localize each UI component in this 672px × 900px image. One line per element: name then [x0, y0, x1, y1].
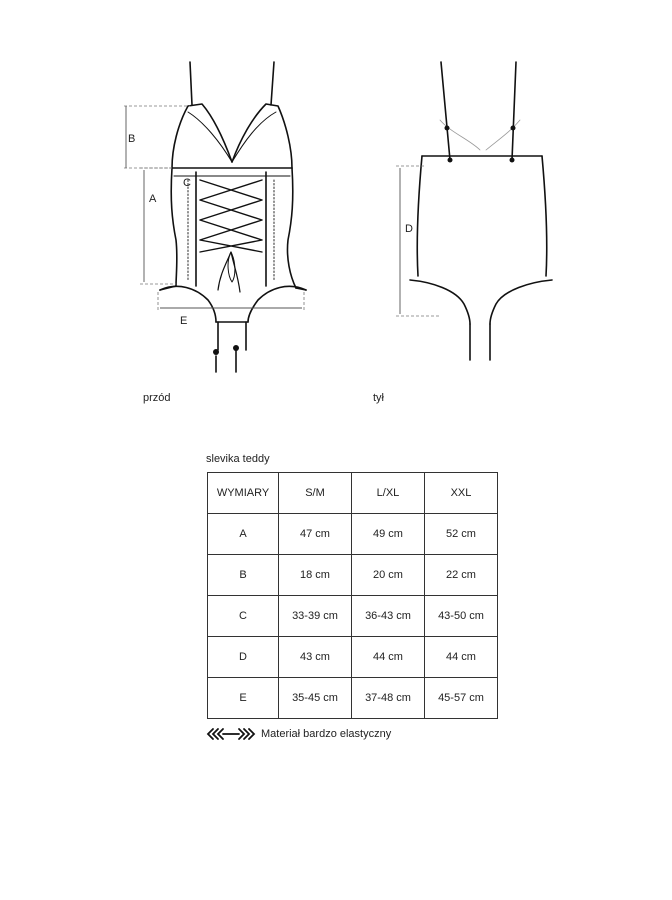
table-row: [208, 555, 498, 596]
table-title: slevika teddy: [206, 453, 270, 465]
table-cell: 44 cm: [425, 637, 498, 678]
table-cell: 49 cm: [352, 514, 425, 555]
elastic-note-text: Materiał bardzo elastyczny: [261, 728, 392, 740]
table-cell: 43-50 cm: [425, 596, 498, 637]
table-cell: 52 cm: [425, 514, 498, 555]
table-row: [208, 596, 498, 637]
table-cell: 18 cm: [279, 555, 352, 596]
header-cell: L/XL: [352, 473, 425, 514]
elastic-arrows-icon: [207, 728, 255, 740]
table-cell: 20 cm: [352, 555, 425, 596]
dimension-b-label: B: [128, 133, 136, 145]
dimension-c-label: C: [183, 177, 191, 189]
table-cell: 47 cm: [279, 514, 352, 555]
header-cell: S/M: [279, 473, 352, 514]
table-cell: 35-45 cm: [279, 678, 352, 719]
table-cell: 37-48 cm: [352, 678, 425, 719]
dimension-e-label: E: [180, 315, 188, 327]
table-cell: D: [208, 637, 279, 678]
table-row: [208, 678, 498, 719]
table-row: [208, 637, 498, 678]
table-cell: 33-39 cm: [279, 596, 352, 637]
table-cell: B: [208, 555, 279, 596]
elastic-note: [207, 728, 391, 740]
size-table: [207, 472, 498, 719]
table-header-row: [208, 473, 498, 514]
header-cell: WYMIARY: [208, 473, 279, 514]
table-cell: C: [208, 596, 279, 637]
front-caption: przód: [143, 392, 171, 404]
dimension-a-label: A: [149, 193, 157, 205]
table-cell: 43 cm: [279, 637, 352, 678]
header-cell: XXL: [425, 473, 498, 514]
back-diagram: [0, 0, 672, 400]
back-caption: tył: [373, 392, 384, 404]
dimension-d-label: D: [405, 223, 413, 235]
table-cell: 36-43 cm: [352, 596, 425, 637]
table-cell: A: [208, 514, 279, 555]
table-row: [208, 514, 498, 555]
table-cell: 44 cm: [352, 637, 425, 678]
table-cell: 22 cm: [425, 555, 498, 596]
table-cell: 45-57 cm: [425, 678, 498, 719]
table-cell: E: [208, 678, 279, 719]
